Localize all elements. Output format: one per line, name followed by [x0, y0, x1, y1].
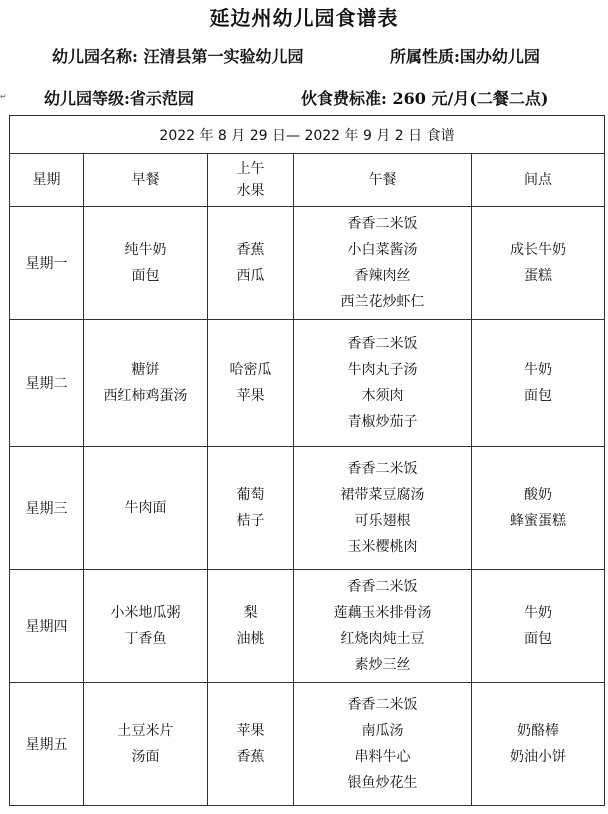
- fruit-item: 西瓜: [236, 268, 265, 284]
- lunch-item: 木须肉: [361, 388, 404, 404]
- breakfast-item: 丁香鱼: [124, 631, 167, 647]
- fruit-cell: [208, 320, 294, 447]
- lunch-item: 牛肉丸子汤: [347, 362, 418, 378]
- breakfast-item: 面包: [131, 268, 160, 284]
- snack-item: 面包: [524, 388, 553, 404]
- name-value: 汪清县第一实验幼儿园: [143, 47, 304, 66]
- header-lunch: 午餐: [294, 154, 472, 207]
- table-row: [10, 320, 605, 447]
- fruit-cell: [208, 683, 294, 806]
- anchor-mark: ↵: [0, 92, 7, 101]
- lunch-item: 香香二米饭: [347, 697, 418, 713]
- table-row: [10, 570, 605, 683]
- lunch-cell: [294, 207, 472, 320]
- fruit-item: 苹果: [236, 723, 265, 739]
- snack-cell: [472, 447, 605, 570]
- period-cell: 2022 年 8 月 29 日— 2022 年 9 月 2 日 食谱: [10, 116, 605, 154]
- header-fruit: [208, 154, 294, 207]
- lunch-item: 香辣肉丝: [354, 268, 411, 284]
- lunch-item: 小白菜酱汤: [347, 242, 418, 258]
- snack-item: 牛奶: [524, 362, 553, 378]
- lunch-item: 莲藕玉米排骨汤: [333, 605, 432, 621]
- lunch-item: 香香二米饭: [347, 216, 418, 232]
- table-row: [10, 447, 605, 570]
- lunch-item: 香香二米饭: [347, 461, 418, 477]
- fruit-item: 香蕉: [236, 749, 265, 765]
- nature-label: 所属性质:: [390, 47, 460, 66]
- snack-cell: [472, 320, 605, 447]
- lunch-cell: [294, 447, 472, 570]
- breakfast-item: 西红柿鸡蛋汤: [103, 388, 188, 404]
- header-snack: 间点: [472, 154, 605, 207]
- snack-item: 面包: [524, 631, 553, 647]
- snack-item: 成长牛奶: [510, 242, 567, 258]
- breakfast-cell: [84, 570, 208, 683]
- header-fruit-line2: 水果: [236, 183, 265, 199]
- lunch-item: 西兰花炒虾仁: [340, 294, 425, 310]
- snack-item: 蛋糕: [524, 268, 553, 284]
- day-cell: 星期五: [10, 683, 84, 806]
- snack-item: 酸奶: [524, 487, 553, 503]
- breakfast-item: 纯牛奶: [124, 242, 167, 258]
- fruit-cell: [208, 447, 294, 570]
- page-title: 延边州幼儿园食谱表: [209, 6, 399, 30]
- fruit-item: 桔子: [236, 513, 265, 529]
- fruit-item: 苹果: [236, 388, 265, 404]
- grade-value: 省示范园: [129, 89, 194, 108]
- breakfast-cell: [84, 447, 208, 570]
- snack-item: 蜂蜜蛋糕: [510, 513, 567, 529]
- breakfast-item: 牛肉面: [124, 500, 167, 516]
- lunch-item: 香香二米饭: [347, 579, 418, 595]
- breakfast-cell: [84, 683, 208, 806]
- snack-cell: [472, 570, 605, 683]
- fee-value: 260 元/月(二餐二点): [392, 89, 549, 108]
- lunch-cell: [294, 683, 472, 806]
- lunch-cell: [294, 570, 472, 683]
- snack-cell: [472, 207, 605, 320]
- breakfast-cell: [84, 320, 208, 447]
- snack-item: 奶酪棒: [517, 723, 560, 739]
- grade-label: 幼儿园等级:: [44, 89, 130, 108]
- breakfast-item: 汤面: [131, 749, 160, 765]
- fruit-item: 哈密瓜: [229, 362, 272, 378]
- fruit-item: 梨: [243, 605, 258, 621]
- lunch-item: 串料牛心: [354, 749, 411, 765]
- breakfast-item: 糖饼: [131, 362, 160, 378]
- lunch-item: 红烧肉炖土豆: [340, 631, 425, 647]
- lunch-item: 裙带菜豆腐汤: [340, 487, 425, 503]
- lunch-item: 玉米樱桃肉: [347, 539, 418, 555]
- header-breakfast: 早餐: [84, 154, 208, 207]
- lunch-item: 银鱼炒花生: [347, 775, 418, 791]
- kindergarten-grade: [44, 86, 194, 109]
- breakfast-cell: [84, 207, 208, 320]
- day-cell: 星期三: [10, 447, 84, 570]
- lunch-item: 香香二米饭: [347, 336, 418, 352]
- lunch-cell: [294, 320, 472, 447]
- lunch-item: 青椒炒茄子: [347, 414, 418, 430]
- kindergarten-name: [52, 44, 304, 67]
- nature-value: 国办幼儿园: [459, 47, 540, 66]
- meal-fee: [301, 86, 548, 109]
- day-cell: 星期四: [10, 570, 84, 683]
- header-day: 星期: [10, 154, 84, 207]
- menu-table: [9, 115, 605, 806]
- header-row: [10, 154, 605, 207]
- table-row: [10, 683, 605, 806]
- table-row: [10, 207, 605, 320]
- lunch-item: 南瓜汤: [361, 723, 404, 739]
- lunch-item: 可乐翅根: [354, 513, 411, 529]
- day-cell: 星期一: [10, 207, 84, 320]
- kindergarten-nature: [390, 44, 540, 67]
- name-label: 幼儿园名称:: [52, 47, 138, 66]
- header-fruit-line1: 上午: [236, 161, 265, 177]
- day-cell: 星期二: [10, 320, 84, 447]
- fee-label: 伙食费标准:: [301, 89, 387, 108]
- fruit-item: 葡萄: [236, 487, 265, 503]
- lunch-item: 素炒三丝: [354, 657, 411, 673]
- snack-item: 牛奶: [524, 605, 553, 621]
- fruit-cell: [208, 570, 294, 683]
- fruit-item: 油桃: [236, 631, 265, 647]
- snack-cell: [472, 683, 605, 806]
- fruit-cell: [208, 207, 294, 320]
- fruit-item: 香蕉: [236, 242, 265, 258]
- snack-item: 奶油小饼: [510, 749, 567, 765]
- breakfast-item: 土豆米片: [117, 723, 174, 739]
- breakfast-item: 小米地瓜粥: [110, 605, 181, 621]
